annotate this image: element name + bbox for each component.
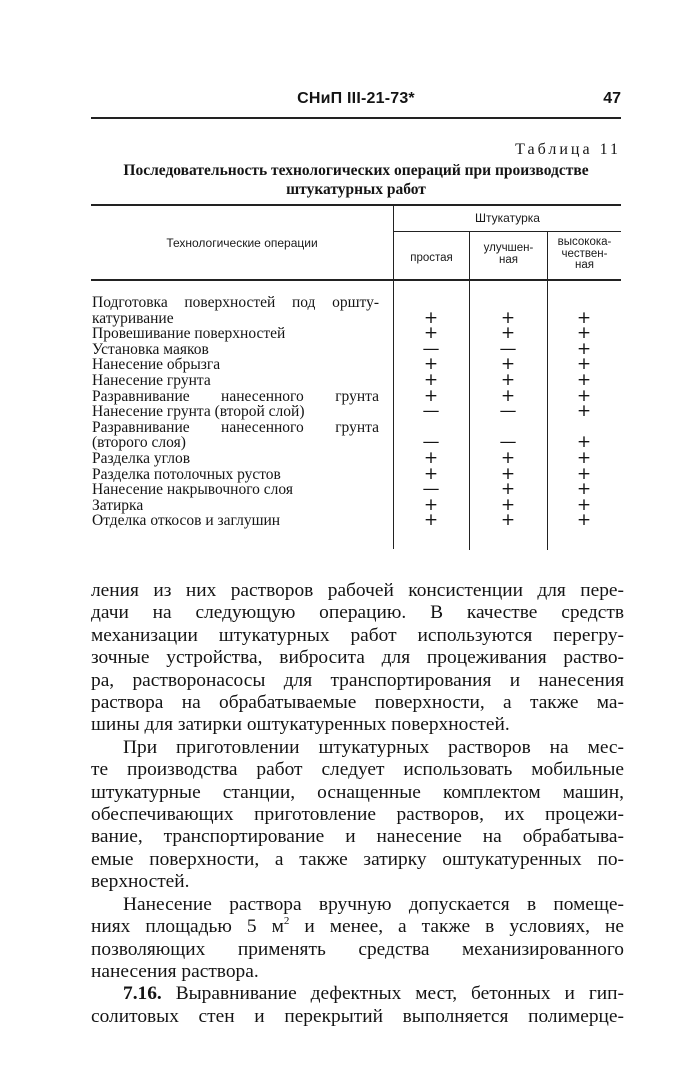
group-header-rule bbox=[394, 231, 621, 232]
text-line: емые поверхности, а также затирку оштукатуренных по- bbox=[91, 848, 624, 870]
dash-mark: — bbox=[499, 401, 517, 422]
paragraph bbox=[91, 580, 624, 737]
row-label: Провешивание поверхностей bbox=[92, 325, 286, 343]
text-line bbox=[91, 983, 624, 1005]
table-title-line: штукатурных работ bbox=[286, 181, 426, 198]
plus-mark: + bbox=[576, 448, 592, 468]
text-line: нанесения раствора. bbox=[91, 960, 259, 982]
plus-mark: + bbox=[423, 494, 439, 515]
row-label: Установка маяков bbox=[92, 340, 209, 358]
text-line: механизации штукатурных работ используются перегру- bbox=[91, 624, 624, 646]
text-line: позволяющих применять средства механизированного bbox=[91, 938, 624, 960]
row-label: Разравнивание нанесенного грунта bbox=[92, 387, 379, 405]
col-header-high-quality bbox=[548, 237, 621, 272]
running-title: СНиП III-21-73* bbox=[297, 90, 415, 107]
paragraph bbox=[91, 983, 624, 1028]
plus-mark: + bbox=[576, 401, 592, 422]
row-label: Разделка потолочных рустов bbox=[92, 465, 281, 483]
text-line: обеспечивающих приготовление растворов, их процежи- bbox=[91, 804, 624, 826]
plus-mark: + bbox=[500, 448, 516, 468]
column-divider bbox=[547, 232, 548, 550]
text-line: те производства работ следует использовать мобильные bbox=[91, 759, 624, 781]
table-body bbox=[92, 295, 392, 529]
row-label: Нанесение обрызга bbox=[92, 356, 221, 374]
col-header-high-line: чествен- bbox=[561, 247, 608, 260]
plus-mark: + bbox=[500, 385, 516, 406]
row-label: Нанесение накрывочного слоя bbox=[92, 481, 293, 499]
plus-mark: + bbox=[500, 494, 516, 515]
table-top-rule bbox=[91, 204, 621, 206]
plus-mark: + bbox=[576, 510, 592, 531]
table-title bbox=[91, 161, 621, 199]
plus-mark: + bbox=[500, 370, 516, 390]
dash-mark: — bbox=[499, 338, 517, 359]
body-text bbox=[91, 580, 624, 1028]
dash-mark: — bbox=[499, 432, 517, 453]
row-label: катуривание bbox=[92, 309, 174, 327]
plus-mark: + bbox=[576, 323, 592, 344]
text-line: зочные устройства, вибросита для процеживания раство- bbox=[91, 647, 624, 669]
col-header-improved-line: улучшен- bbox=[483, 242, 534, 254]
dash-mark: — bbox=[422, 432, 440, 453]
plus-mark: + bbox=[576, 494, 592, 515]
plus-mark: + bbox=[423, 463, 439, 484]
column-divider bbox=[469, 232, 470, 550]
plus-mark: + bbox=[500, 354, 516, 375]
plus-mark: + bbox=[423, 354, 439, 375]
row-label: Затирка bbox=[92, 496, 144, 514]
dash-mark: — bbox=[422, 479, 440, 500]
text-fragment: Выравнивание дефектных мест, бетонных и гип- bbox=[161, 983, 624, 1005]
plus-mark: + bbox=[500, 307, 516, 328]
text-line: верхностей. bbox=[91, 871, 190, 893]
row-label: Разравнивание нанесенного грунта bbox=[92, 418, 379, 436]
col-header-high-line: ная bbox=[575, 259, 594, 271]
text-line: дачи на следующую операцию. В качестве средств bbox=[91, 602, 624, 624]
plus-mark: + bbox=[423, 510, 439, 531]
table-title-line: Последовательность технологических операций при производстве bbox=[123, 162, 589, 179]
page-number: 47 bbox=[603, 90, 621, 107]
plus-mark: + bbox=[500, 479, 516, 500]
col-header-improved bbox=[470, 242, 547, 266]
text-line: штукатурные станции, оснащенные комплектом машин, bbox=[91, 781, 624, 803]
plus-mark: + bbox=[423, 370, 439, 390]
text-line: солитовых стен и перекрытий выполняется полимерце- bbox=[91, 1005, 624, 1027]
text-line: вание, транспортирование и нанесение на обрабатыва- bbox=[91, 826, 624, 848]
text-line: ра, растворонасосы для транспортирования и нанесения bbox=[91, 669, 624, 691]
row-label: Нанесение грунта (второй слой) bbox=[92, 403, 305, 421]
row-label: Подготовка поверхностей под оршту- bbox=[92, 294, 379, 311]
plus-mark: + bbox=[423, 448, 439, 468]
plus-mark: + bbox=[576, 370, 592, 390]
header-bottom-rule bbox=[91, 279, 621, 281]
row-label: Нанесение грунта bbox=[92, 371, 211, 389]
plus-mark: + bbox=[576, 307, 592, 328]
text-line bbox=[91, 916, 624, 938]
plus-mark: + bbox=[576, 463, 592, 484]
row-label: Разделка углов bbox=[92, 449, 191, 467]
text-fragment: и менее, а также в условиях, не bbox=[289, 916, 624, 938]
row-label: (второго слоя) bbox=[92, 434, 186, 452]
plus-mark: + bbox=[576, 354, 592, 375]
plus-mark: + bbox=[423, 385, 439, 406]
plus-mark: + bbox=[500, 510, 516, 531]
col-header-simple: простая bbox=[410, 252, 453, 264]
header-rule bbox=[91, 117, 621, 119]
plus-mark: + bbox=[576, 432, 592, 453]
text-line: Нанесение раствора вручную допускается в помеще- bbox=[123, 893, 624, 915]
text-fragment: ниях площадью 5 м bbox=[91, 916, 284, 938]
table-label: Таблица 11 bbox=[515, 141, 621, 158]
col-header-improved-line: ная bbox=[499, 254, 518, 266]
plus-mark: + bbox=[576, 385, 592, 406]
paragraph bbox=[91, 894, 624, 984]
operations-table bbox=[91, 204, 621, 549]
plus-mark: + bbox=[500, 323, 516, 344]
col-header-operations: Технологические операции bbox=[166, 236, 318, 250]
row-label: Отделка откосов и заглушин bbox=[92, 512, 281, 530]
running-header bbox=[91, 90, 621, 112]
text-line: раствора на обрабатываемые поверхности, а также ма- bbox=[91, 692, 624, 714]
text-line: шины для затирки оштукатуренных поверхностей. bbox=[91, 714, 510, 736]
text-line: При приготовлении штукатурных растворов на мес- bbox=[123, 736, 624, 758]
dash-mark: — bbox=[422, 338, 440, 359]
clause-number: 7.16. bbox=[123, 983, 162, 1005]
group-header-plaster: Штукатурка bbox=[475, 211, 540, 225]
col-header-high-line: высокока- bbox=[557, 236, 612, 248]
dash-mark: — bbox=[422, 401, 440, 422]
plus-mark: + bbox=[423, 307, 439, 328]
text-line: ления из них растворов рабочей консистенции для пере- bbox=[91, 580, 624, 601]
plus-mark: + bbox=[576, 479, 592, 500]
paragraph bbox=[91, 737, 624, 894]
plus-mark: + bbox=[423, 323, 439, 344]
superscript: 2 bbox=[283, 915, 290, 928]
plus-mark: + bbox=[576, 338, 592, 359]
plus-mark: + bbox=[500, 463, 516, 484]
